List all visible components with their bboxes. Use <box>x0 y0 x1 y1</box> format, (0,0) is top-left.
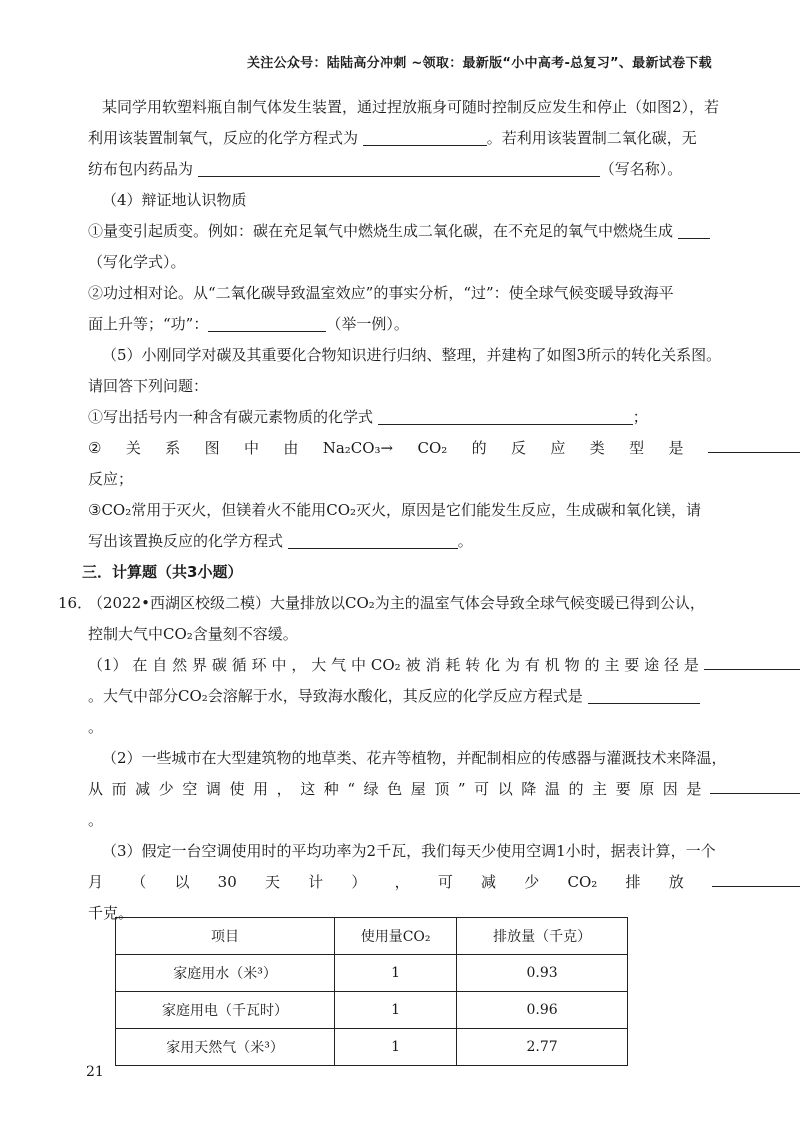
paragraph-line: 控制大气中CO₂含量刻不容缓。 <box>88 625 298 643</box>
table-header-row <box>116 918 628 955</box>
document-body <box>58 92 800 929</box>
answer-blank[interactable] <box>198 158 600 177</box>
table-cell: 0.93 <box>457 955 628 992</box>
emission-table <box>115 917 628 1066</box>
table-row <box>116 992 628 1029</box>
question-5-item-3: ③CO₂常用于灭火，但镁着火不能用CO₂灭火，原因是它们能发生反应，生成碳和氧化镁，请 <box>88 501 702 519</box>
table-row <box>116 1029 628 1066</box>
paragraph-line: 从 而 减 少 空 调 使 用 ， 这 种 “ 绿 色 屋 顶 ” 可 以 降 温 的 主 要 原 因 是 <box>88 774 800 805</box>
table-cell: 家庭用水（米³） <box>116 955 335 992</box>
answer-blank[interactable] <box>208 313 326 332</box>
question-16-sub-1: （1） 在 自 然 界 碳 循 环 中 ， 大 气 中 CO₂ 被 消 耗 转 化 为 有 机 物 的 主 要 途 径 是 <box>88 650 800 681</box>
table-cell: 1 <box>335 992 457 1029</box>
table-cell: 家用天然气（米³） <box>116 1029 335 1066</box>
answer-blank[interactable] <box>588 685 700 704</box>
table-header-cell: 使用量CO₂ <box>335 918 457 955</box>
paragraph-line: （写化学式）。 <box>88 253 186 271</box>
question-16-line: 16．（2022•西湖区校级二模）大量排放以CO₂为主的温室气体会导致全球气候变暖已得到公认， <box>58 594 705 612</box>
paragraph-line: 。 <box>88 811 104 829</box>
paragraph-line: 请回答下列问题： <box>88 377 209 395</box>
answer-blank[interactable] <box>678 220 710 239</box>
paragraph-line: 反应； <box>88 470 134 488</box>
answer-blank[interactable] <box>288 530 458 549</box>
table-cell: 1 <box>335 955 457 992</box>
table-row <box>116 955 628 992</box>
paragraph-line: 某同学用软塑料瓶自制气体发生装置，通过捏放瓶身可随时控制反应发生和停止（如图2），若 <box>102 98 720 116</box>
paragraph-line: 。大气中部分CO₂会溶解于水，导致海水酸化，其反应的化学反应方程式是 <box>88 681 800 712</box>
table-cell: 2.77 <box>457 1029 628 1066</box>
answer-blank[interactable] <box>710 775 800 794</box>
table-cell: 家庭用电（千瓦时） <box>116 992 335 1029</box>
page-number: 21 <box>86 1064 104 1080</box>
table-cell: 0.96 <box>457 992 628 1029</box>
paragraph-line: 利用该装置制氧气，反应的化学方程式为 。若利用该装置制二氧化碳，无 <box>88 129 697 147</box>
answer-blank[interactable] <box>712 868 800 887</box>
question-16-sub-2: （2）一些城市在大型建筑物的地草类、花卉等植物，并配制相应的传感器与灌溉技术来降温， <box>102 749 727 767</box>
question-5-item-2: ② 关 系 图 中 由 Na₂CO₃→ CO₂ 的 反 应 类 型 是 <box>88 433 800 464</box>
paragraph-line: 纺布包内药品为 （写名称）。 <box>88 160 683 178</box>
question-4-title: （4）辩证地认识物质 <box>102 191 247 209</box>
answer-blank[interactable] <box>378 406 633 425</box>
answer-blank[interactable] <box>363 127 487 146</box>
answer-blank[interactable] <box>704 651 800 670</box>
question-5-title: （5）小刚同学对碳及其重要化合物知识进行归纳、整理，并建构了如图3所示的转化关系图。 <box>102 346 722 364</box>
table-header-cell: 排放量（千克） <box>457 918 628 955</box>
paragraph-line: 写出该置换反应的化学方程式 。 <box>88 532 473 550</box>
paragraph-line: 面上升等；“功”： （举一例）。 <box>88 315 409 333</box>
question-4-item-2: ②功过相对论。从“二氧化碳导致温室效应”的事实分析，“过”：使全球气候变暖导致海平 <box>88 284 674 302</box>
page-header: 关注公众号：陆陆高分冲刺 ~领取：最新版“小中高考-总复习”、最新试卷下载 <box>246 56 712 71</box>
question-5-item-1: ①写出括号内一种含有碳元素物质的化学式 ； <box>88 408 648 426</box>
table-header-cell: 项目 <box>116 918 335 955</box>
paragraph-line: 月 （ 以 30 天 计 ） ， 可 减 少 CO₂ 排 放 <box>88 867 800 898</box>
answer-blank[interactable] <box>708 434 800 453</box>
question-4-item-1: ①量变引起质变。例如：碳在充足氧气中燃烧生成二氧化碳，在不充足的氧气中燃烧生成 <box>88 216 800 247</box>
section-title: 三．计算题（共3小题） <box>82 563 243 581</box>
paragraph-line: 。 <box>88 718 104 736</box>
table-cell: 1 <box>335 1029 457 1066</box>
paragraph-line: 千克。 <box>88 904 134 922</box>
question-16-sub-3: （3）假定一台空调使用时的平均功率为2千瓦，我们每天少使用空调1小时，据表计算，一个 <box>102 842 716 860</box>
